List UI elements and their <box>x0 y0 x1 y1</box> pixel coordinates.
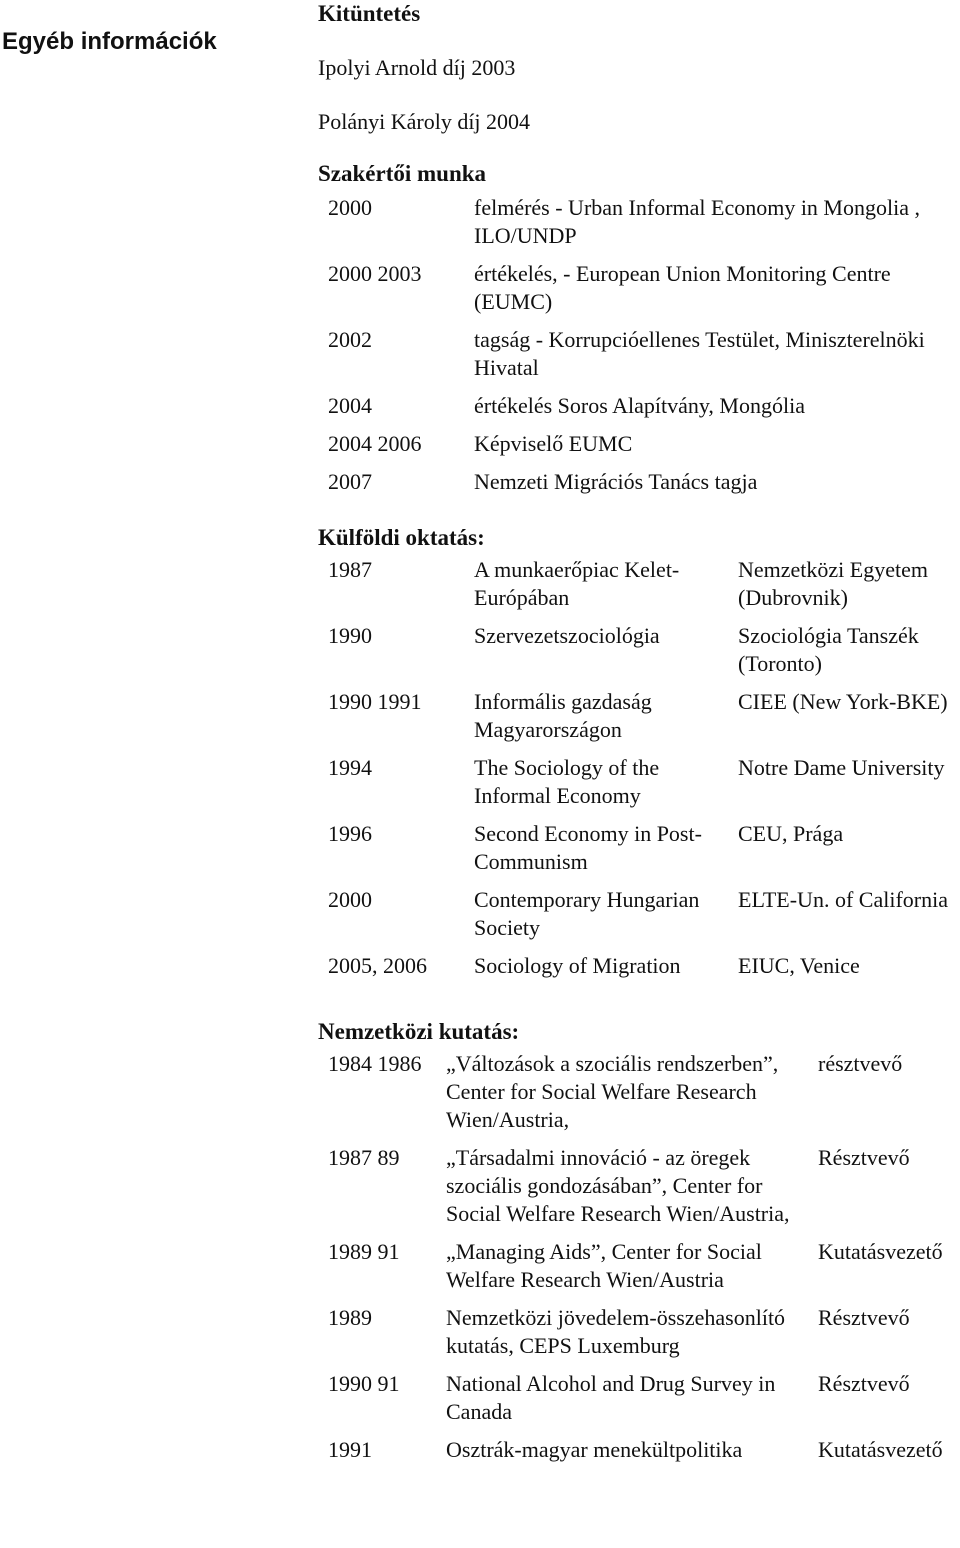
description-cell: értékelés, - European Union Monitoring Centre (EUMC) <box>474 261 891 314</box>
description-cell: felmérés - Urban Informal Economy in Mongolia , ILO/UNDP <box>474 195 920 248</box>
table-row <box>318 194 954 260</box>
course-cell: The Sociology of the Informal Economy <box>474 755 660 808</box>
description-cell: értékelés Soros Alapítvány, Mongólia <box>474 393 805 418</box>
year-cell: 1984 1986 <box>328 1051 422 1076</box>
table-row <box>318 556 960 622</box>
year-cell: 2004 <box>328 393 372 418</box>
role-cell: Résztvevő <box>818 1305 910 1330</box>
award-item: Polányi Károly díj 2004 <box>318 109 531 134</box>
course-cell: Szervezetszociológia <box>474 623 660 648</box>
year-cell: 1990 91 <box>328 1371 400 1396</box>
year-cell: 1990 1991 <box>328 689 422 714</box>
table-row <box>318 820 960 886</box>
year-cell: 1989 91 <box>328 1239 400 1264</box>
role-cell: Kutatásvezető <box>818 1437 943 1462</box>
year-cell: 2005, 2006 <box>328 953 427 978</box>
table-row <box>318 952 960 990</box>
year-cell: 1990 <box>328 623 372 648</box>
project-cell: „Változások a szociális rendszerben”, Center for Social Welfare Research Wien/Austria, <box>446 1051 779 1132</box>
year-cell: 1989 <box>328 1305 372 1330</box>
place-cell: Szociológia Tanszék (Toronto) <box>738 623 919 676</box>
place-cell: CIEE (New York-BKE) <box>738 689 948 714</box>
intl-research-table <box>318 1050 960 1474</box>
table-row <box>318 754 960 820</box>
teaching-abroad-heading: Külföldi oktatás: <box>318 525 485 550</box>
awards-heading: Kitüntetés <box>318 1 421 26</box>
course-cell: A munkaerőpiac Kelet-Európában <box>474 557 680 610</box>
description-cell: Képviselő EUMC <box>474 431 633 456</box>
teaching-abroad-table <box>318 556 960 990</box>
role-cell: Kutatásvezető <box>818 1239 943 1264</box>
place-cell: Nemzetközi Egyetem (Dubrovnik) <box>738 557 928 610</box>
year-cell: 2004 2006 <box>328 431 422 456</box>
year-cell: 2000 2003 <box>328 261 422 286</box>
year-cell: 1991 <box>328 1437 372 1462</box>
table-row <box>318 326 954 392</box>
place-cell: EIUC, Venice <box>738 953 860 978</box>
project-cell: „Managing Aids”, Center for Social Welfare Research Wien/Austria <box>446 1239 762 1292</box>
project-cell: National Alcohol and Drug Survey in Canada <box>446 1371 776 1424</box>
description-cell: Nemzeti Migrációs Tanács tagja <box>474 469 758 494</box>
table-row <box>318 1304 960 1370</box>
place-cell: ELTE-Un. of California <box>738 887 948 912</box>
table-row <box>318 430 954 468</box>
section-side-title: Egyéb információk <box>2 28 217 55</box>
expert-work-table <box>318 194 954 506</box>
year-cell: 2002 <box>328 327 372 352</box>
intl-research-heading: Nemzetközi kutatás: <box>318 1019 520 1044</box>
project-cell: Nemzetközi jövedelem-összehasonlító kutatás, CEPS Luxemburg <box>446 1305 786 1358</box>
course-cell: Sociology of Migration <box>474 953 681 978</box>
year-cell: 2000 <box>328 195 372 220</box>
role-cell: résztvevő <box>818 1051 903 1076</box>
description-cell: tagság - Korrupcióellenes Testület, Miniszterelnöki Hivatal <box>474 327 925 380</box>
table-row <box>318 1144 960 1238</box>
table-row <box>318 468 954 506</box>
project-cell: „Társadalmi innováció - az öregek szociális gondozásában”, Center for Social Welfare Research Wien/Austria, <box>446 1145 790 1226</box>
table-row <box>318 886 960 952</box>
table-row <box>318 1238 960 1304</box>
main-content <box>318 0 960 1474</box>
year-cell: 1987 89 <box>328 1145 400 1170</box>
place-cell: Notre Dame University <box>738 755 945 780</box>
year-cell: 1996 <box>328 821 372 846</box>
year-cell: 2007 <box>328 469 372 494</box>
role-cell: Résztvevő <box>818 1371 910 1396</box>
role-cell: Résztvevő <box>818 1145 910 1170</box>
year-cell: 2000 <box>328 887 372 912</box>
table-row <box>318 1436 960 1474</box>
table-row <box>318 1050 960 1144</box>
project-cell: Osztrák-magyar menekültpolitika <box>446 1437 743 1462</box>
award-item: Ipolyi Arnold díj 2003 <box>318 55 516 80</box>
table-row <box>318 392 954 430</box>
expert-work-heading: Szakértői munka <box>318 161 487 186</box>
year-cell: 1994 <box>328 755 372 780</box>
table-row <box>318 260 954 326</box>
course-cell: Second Economy in Post-Communism <box>474 821 702 874</box>
table-row <box>318 1370 960 1436</box>
year-cell: 1987 <box>328 557 372 582</box>
table-row <box>318 622 960 688</box>
table-row <box>318 688 960 754</box>
course-cell: Informális gazdaság Magyarországon <box>474 689 652 742</box>
place-cell: CEU, Prága <box>738 821 844 846</box>
course-cell: Contemporary Hungarian Society <box>474 887 700 940</box>
